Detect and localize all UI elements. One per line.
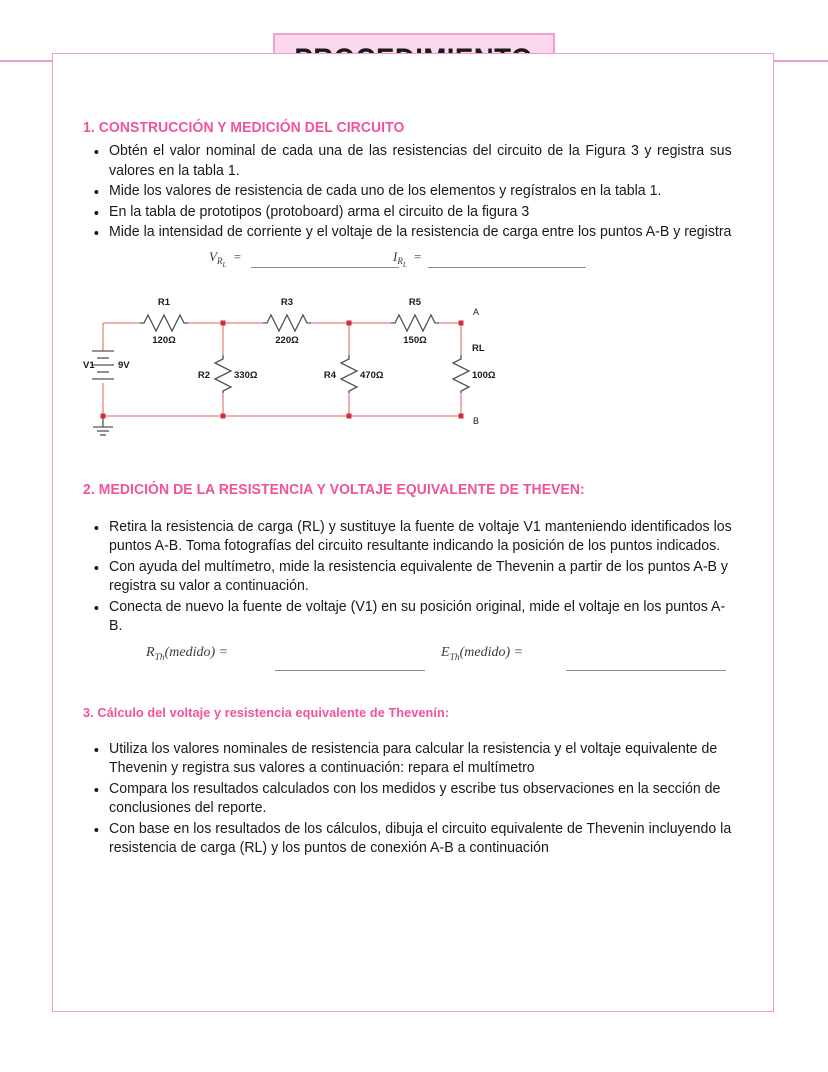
list-item: Mide los valores de resistencia de cada uno de los elementos y regístralos en la tabla 1. bbox=[109, 182, 736, 202]
v1-value: 9V bbox=[118, 359, 130, 371]
load-measurement-row bbox=[83, 247, 755, 281]
section-3-list bbox=[83, 740, 755, 859]
resistor-symbols bbox=[140, 315, 469, 393]
list-item-line-2: resistencia de carga (RL) y los puntos de conexión A-B a continuación bbox=[109, 840, 549, 856]
eth-answer-blank[interactable] bbox=[566, 670, 726, 671]
node-b-label: B bbox=[473, 415, 480, 426]
list-item: Obtén el valor nominal de cada una de las resistencias del circuito de la Figura 3 y registra sus valores en la tabla 1. bbox=[109, 142, 736, 181]
node-a-label: A bbox=[473, 306, 480, 317]
vrl-label: $V_{R_L}$ = bbox=[209, 248, 242, 269]
list-item: Con ayuda del multímetro, mide la resistencia equivalente de Thevenin a partir de los puntos A-B y registra su valor a continuación. bbox=[109, 558, 736, 597]
r5-value: 150Ω bbox=[403, 334, 427, 346]
circuit-schematic bbox=[83, 283, 755, 453]
irl-answer-blank[interactable] bbox=[428, 267, 586, 268]
r1-value: 120Ω bbox=[152, 334, 176, 346]
circuit-diagram-figure-3 bbox=[83, 283, 755, 473]
section-3-heading: 3. Cálculo del voltaje y resistencia equivalente de Thevenín: bbox=[83, 704, 450, 720]
list-item: En la tabla de prototipos (protoboard) arma el circuito de la figura 3 bbox=[109, 203, 736, 223]
thevenin-measured-row bbox=[83, 643, 755, 683]
irl-label: $I_{R_L}$ = bbox=[393, 248, 423, 269]
list-item: Mide la intensidad de corriente y el voltaje de la resistencia de carga entre los puntos A-B y registra bbox=[109, 223, 736, 243]
list-item: Conecta de nuevo la fuente de voltaje (V1) en su posición original, mide el voltaje en los puntos A-B. bbox=[109, 598, 736, 637]
r5-ref: R5 bbox=[408, 296, 422, 308]
eth-label: $E_{Th}(medido)$ = bbox=[441, 644, 524, 663]
r2-value: 330Ω bbox=[234, 369, 258, 381]
section-1-list bbox=[83, 142, 755, 243]
r3-ref: R3 bbox=[280, 296, 294, 308]
r3-value: 220Ω bbox=[275, 334, 299, 346]
vrl-answer-blank[interactable] bbox=[251, 267, 399, 268]
ground-symbol bbox=[93, 416, 113, 435]
section-2-list bbox=[83, 518, 755, 637]
rl-value: 100Ω bbox=[472, 369, 496, 381]
section-2-heading: 2. MEDICIÓN DE LA RESISTENCIA Y VOLTAJE EQUIVALENTE DE THEVEN: bbox=[83, 481, 585, 498]
r4-value: 470Ω bbox=[360, 369, 384, 381]
v1-ref: V1 bbox=[83, 359, 95, 371]
document-content bbox=[83, 120, 755, 860]
list-item: Utiliza los valores nominales de resistencia para calcular la resistencia y el voltaje equivalente de Thevenin y registra sus valores a continuación: repara el multímetro bbox=[109, 740, 736, 779]
list-item: Compara los resultados calculados con los medidos y escribe tus observaciones en la sección de conclusiones del reporte. bbox=[109, 780, 736, 819]
r1-ref: R1 bbox=[157, 296, 171, 308]
list-item: Retira la resistencia de carga (RL) y sustituye la fuente de voltaje V1 manteniendo identificados los puntos A-B. Toma fotografías del circuito resultante indicando la posición de los puntos indicados. bbox=[109, 518, 736, 557]
list-item bbox=[109, 820, 736, 859]
rth-label: $R_{Th}(medido)$ = bbox=[146, 644, 229, 663]
section-1-heading: 1. CONSTRUCCIÓN Y MEDICIÓN DEL CIRCUITO bbox=[83, 120, 405, 136]
r2-ref: R2 bbox=[197, 369, 210, 381]
battery-symbol bbox=[92, 351, 114, 379]
rl-ref: RL bbox=[472, 342, 485, 354]
rth-answer-blank[interactable] bbox=[275, 670, 425, 671]
r4-ref: R4 bbox=[323, 369, 336, 381]
list-item-line-1: Con base en los resultados de los cálculos, dibuja el circuito equivalente de Thevenin incluyendo la bbox=[109, 820, 732, 837]
